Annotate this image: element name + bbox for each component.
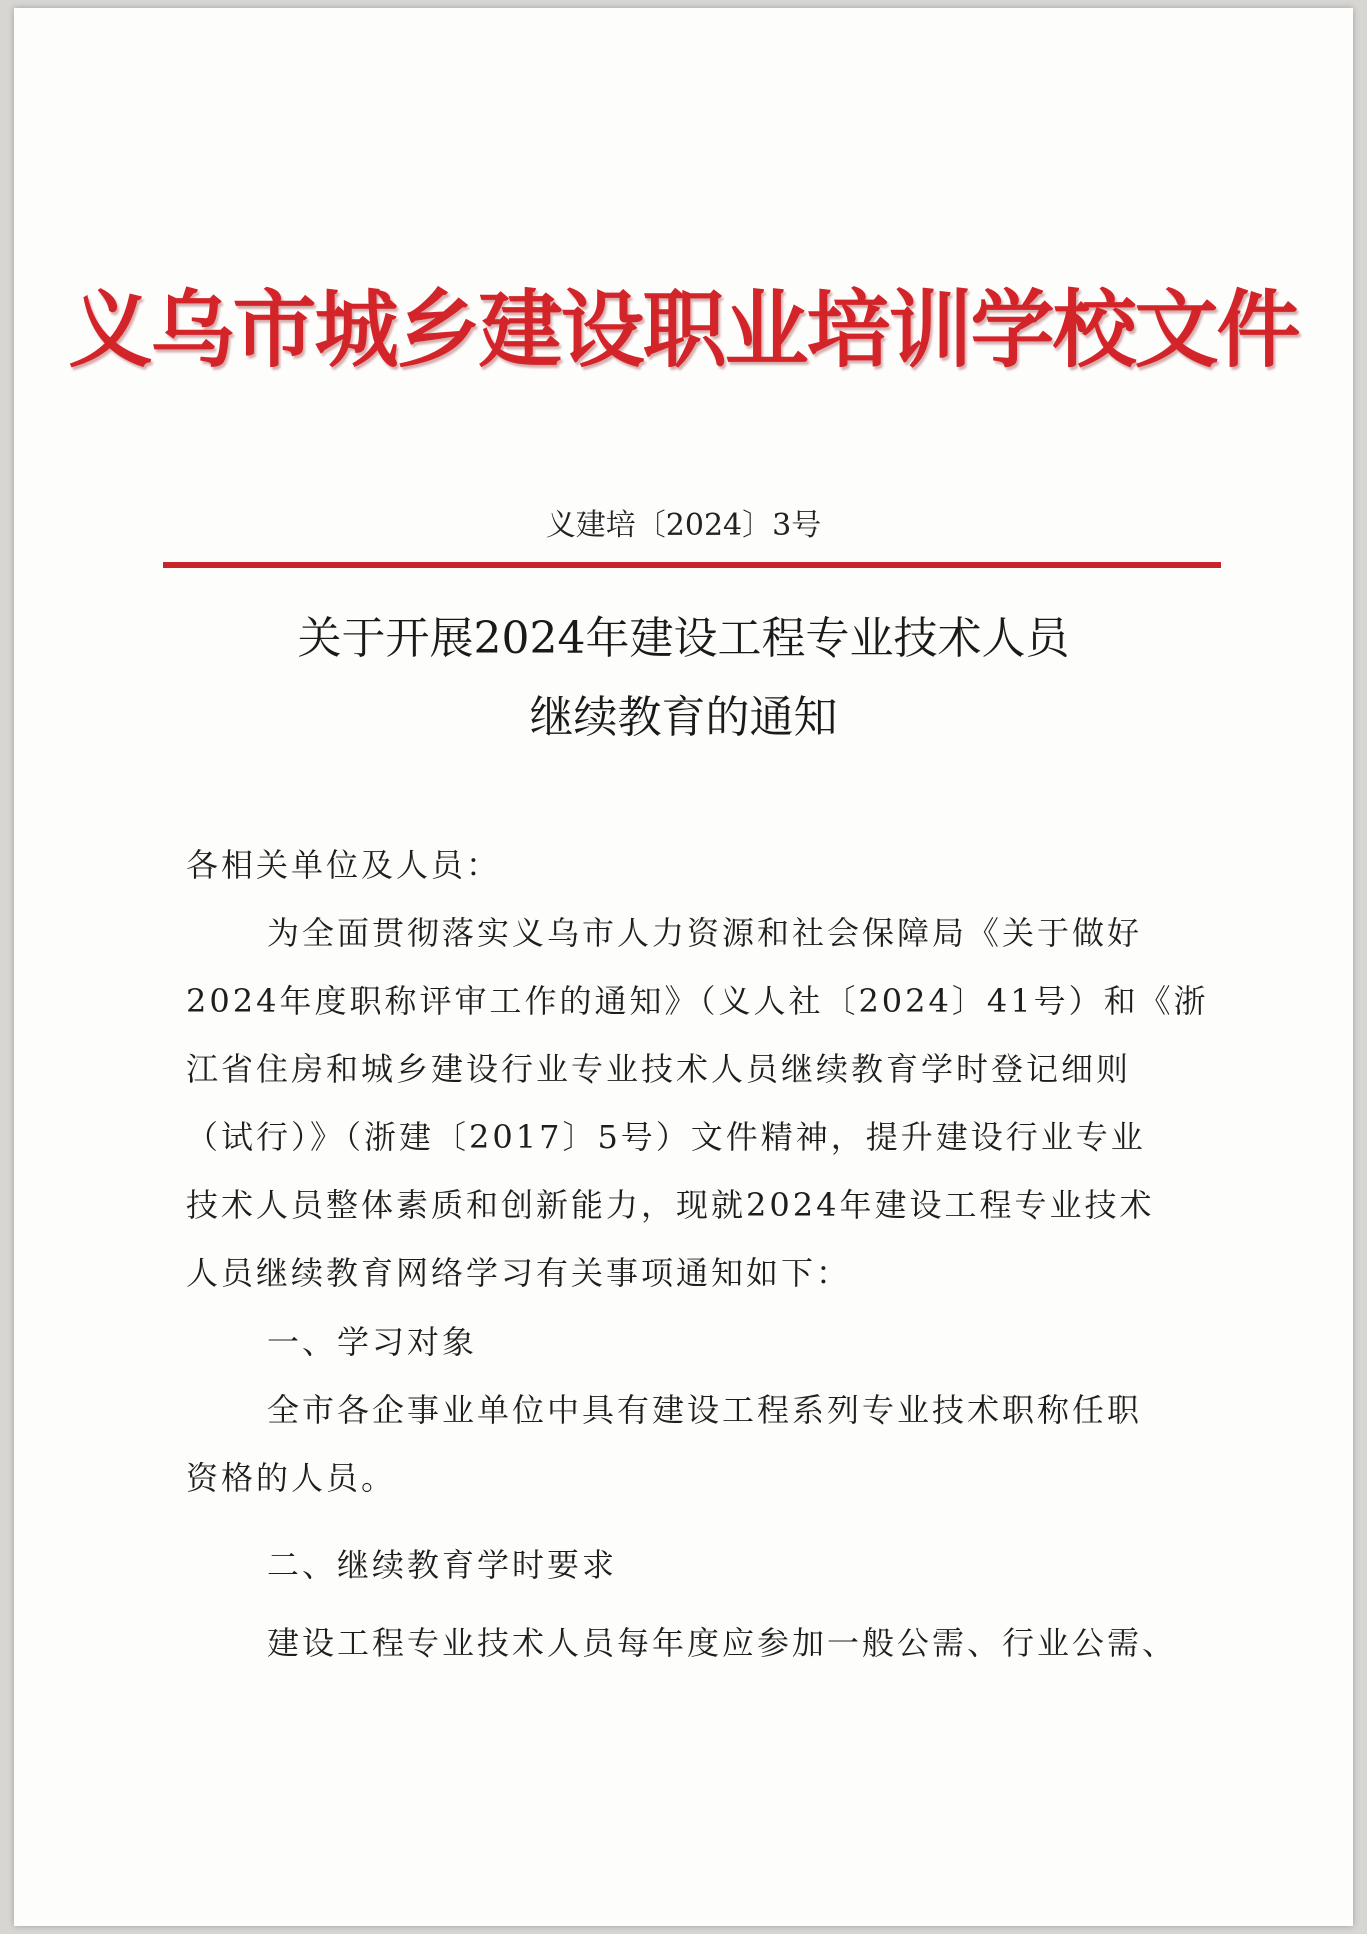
red-divider-line bbox=[163, 562, 1221, 568]
paragraph-line: 资格的人员。 bbox=[186, 1459, 397, 1497]
paragraph-line: 为全面贯彻落实义乌市人力资源和社会保障局《关于做好 bbox=[267, 914, 1143, 952]
paragraph-line: 江省住房和城乡建设行业专业技术人员继续教育学时登记细则 bbox=[186, 1050, 1132, 1088]
notice-title-line-2: 继续教育的通知 bbox=[529, 692, 838, 743]
paragraph-line: 技术人员整体素质和创新能力，现就2024年建设工程专业技术 bbox=[186, 1186, 1155, 1224]
salutation: 各相关单位及人员： bbox=[186, 846, 502, 884]
section-heading: 二、继续教育学时要求 bbox=[267, 1546, 618, 1584]
issuer-header-title: 义乌市城乡建设职业培训学校文件 bbox=[68, 280, 1299, 379]
paragraph-line: 人员继续教育网络学习有关事项通知如下： bbox=[186, 1254, 852, 1292]
document-number: 义建培〔2024〕3号 bbox=[545, 508, 822, 543]
paragraph-line: 建设工程专业技术人员每年度应参加一般公需、行业公需、 bbox=[267, 1624, 1178, 1662]
paragraph-line: （试行）》（浙建〔2017〕5号）文件精神，提升建设行业专业 bbox=[186, 1118, 1146, 1156]
document-page bbox=[14, 8, 1353, 1926]
paragraph-line: 2024年度职称评审工作的通知》（义人社〔2024〕41号）和《浙 bbox=[186, 982, 1209, 1020]
notice-title-line-1: 关于开展2024年建设工程专业技术人员 bbox=[297, 613, 1070, 664]
paragraph-line: 全市各企事业单位中具有建设工程系列专业技术职称任职 bbox=[267, 1391, 1143, 1429]
section-heading: 一、学习对象 bbox=[267, 1323, 478, 1361]
